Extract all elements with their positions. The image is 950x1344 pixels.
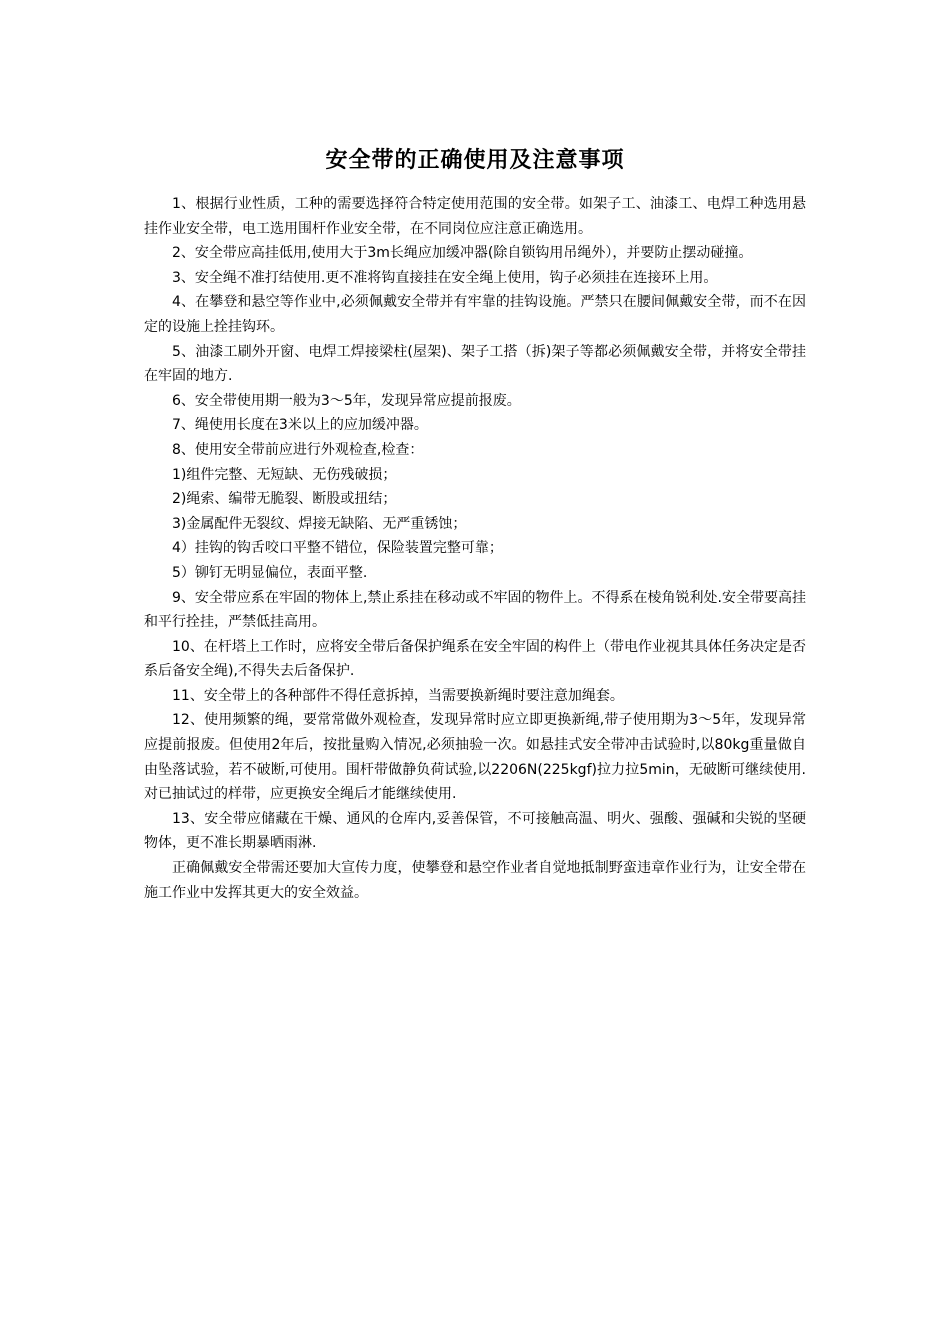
paragraph-3: 3、安全绳不准打结使用.更不准将钩直接挂在安全绳上使用，钩子必须挂在连接环上用。 xyxy=(172,269,718,286)
document-page xyxy=(144,140,806,905)
document-title: 安全带的正确使用及注意事项 xyxy=(325,148,625,173)
checklist-item-5: 5）铆钉无明显偏位，表面平整. xyxy=(172,564,368,581)
paragraph-1: 1、根据行业性质，工种的需要选择符合特定使用范围的安全带。如架子工、油漆工、电焊工种选用悬挂作业安全带，电工选用围杆作业安全带，在不同岗位应注意正确选用。 xyxy=(144,196,806,237)
paragraph-13: 13、安全带应储藏在干燥、通风的仓库内,妥善保管，不可接触高温、明火、强酸、强碱和尖锐的坚硬物体，更不准长期暴晒雨淋. xyxy=(144,810,806,852)
paragraph-2: 2、安全带应高挂低用,使用大于3m长绳应加缓冲器(除自锁钩用吊绳外），并要防止摆动碰撞。 xyxy=(172,245,753,262)
paragraph-11: 11、安全带上的各种部件不得任意拆掉，当需要换新绳时要注意加绳套。 xyxy=(172,687,624,704)
paragraph-8: 8、使用安全带前应进行外观检查,检查： xyxy=(172,441,424,458)
paragraph-12: 12、使用频繁的绳，要常常做外观检查，发现异常时应立即更换新绳,带子使用期为3～5年，发现异常应提前报废。但使用2年后，按批量购入情况,必须抽验一次。如悬挂式安全带冲击试验时,以80kg重量做自由坠落试验，若不破断,可使用。围杆带做静负荷试验,以2206N(225kgf)拉力拉5min，无破断可继续使用.对已抽试过的样带，应更换安全绳后才能继续使用. xyxy=(144,712,806,803)
checklist-item-4: 4）挂钩的钩舌咬口平整不错位，保险装置完整可靠； xyxy=(172,540,503,557)
closing-paragraph: 正确佩戴安全带需还要加大宣传力度，使攀登和悬空作业者自觉地抵制野蛮违章作业行为，让安全带在施工作业中发挥其更大的安全效益。 xyxy=(144,860,806,901)
paragraph-10: 10、在杆塔上工作时，应将安全带后备保护绳系在安全牢固的构件上（带电作业视其具体任务决定是否系后备安全绳),不得失去后备保护. xyxy=(144,638,806,680)
paragraph-5: 5、油漆工刷外开窗、电焊工焊接梁柱(屋架)、架子工搭（拆)架子等都必须佩戴安全带，并将安全带挂在牢固的地方. xyxy=(144,343,806,385)
paragraph-6: 6、安全带使用期一般为3～5年，发现异常应提前报废。 xyxy=(172,392,521,409)
paragraph-4: 4、在攀登和悬空等作业中,必须佩戴安全带并有牢靠的挂钩设施。严禁只在腰间佩戴安全带，而不在因定的设施上拴挂钩环。 xyxy=(144,294,806,335)
checklist-item-1: 1)组件完整、无短缺、无伤残破损； xyxy=(172,466,397,483)
paragraph-9: 9、安全带应系在牢固的物体上,禁止系挂在移动或不牢固的物件上。不得系在棱角锐利处.安全带要高挂和平行拴挂，严禁低挂高用。 xyxy=(144,589,806,631)
checklist-item-2: 2)绳索、编带无脆裂、断股或扭结； xyxy=(172,491,397,508)
checklist-item-3: 3)金属配件无裂纹、焊接无缺陷、无严重锈蚀； xyxy=(172,515,467,532)
paragraph-7: 7、绳使用长度在3米以上的应加缓冲器。 xyxy=(172,417,428,434)
